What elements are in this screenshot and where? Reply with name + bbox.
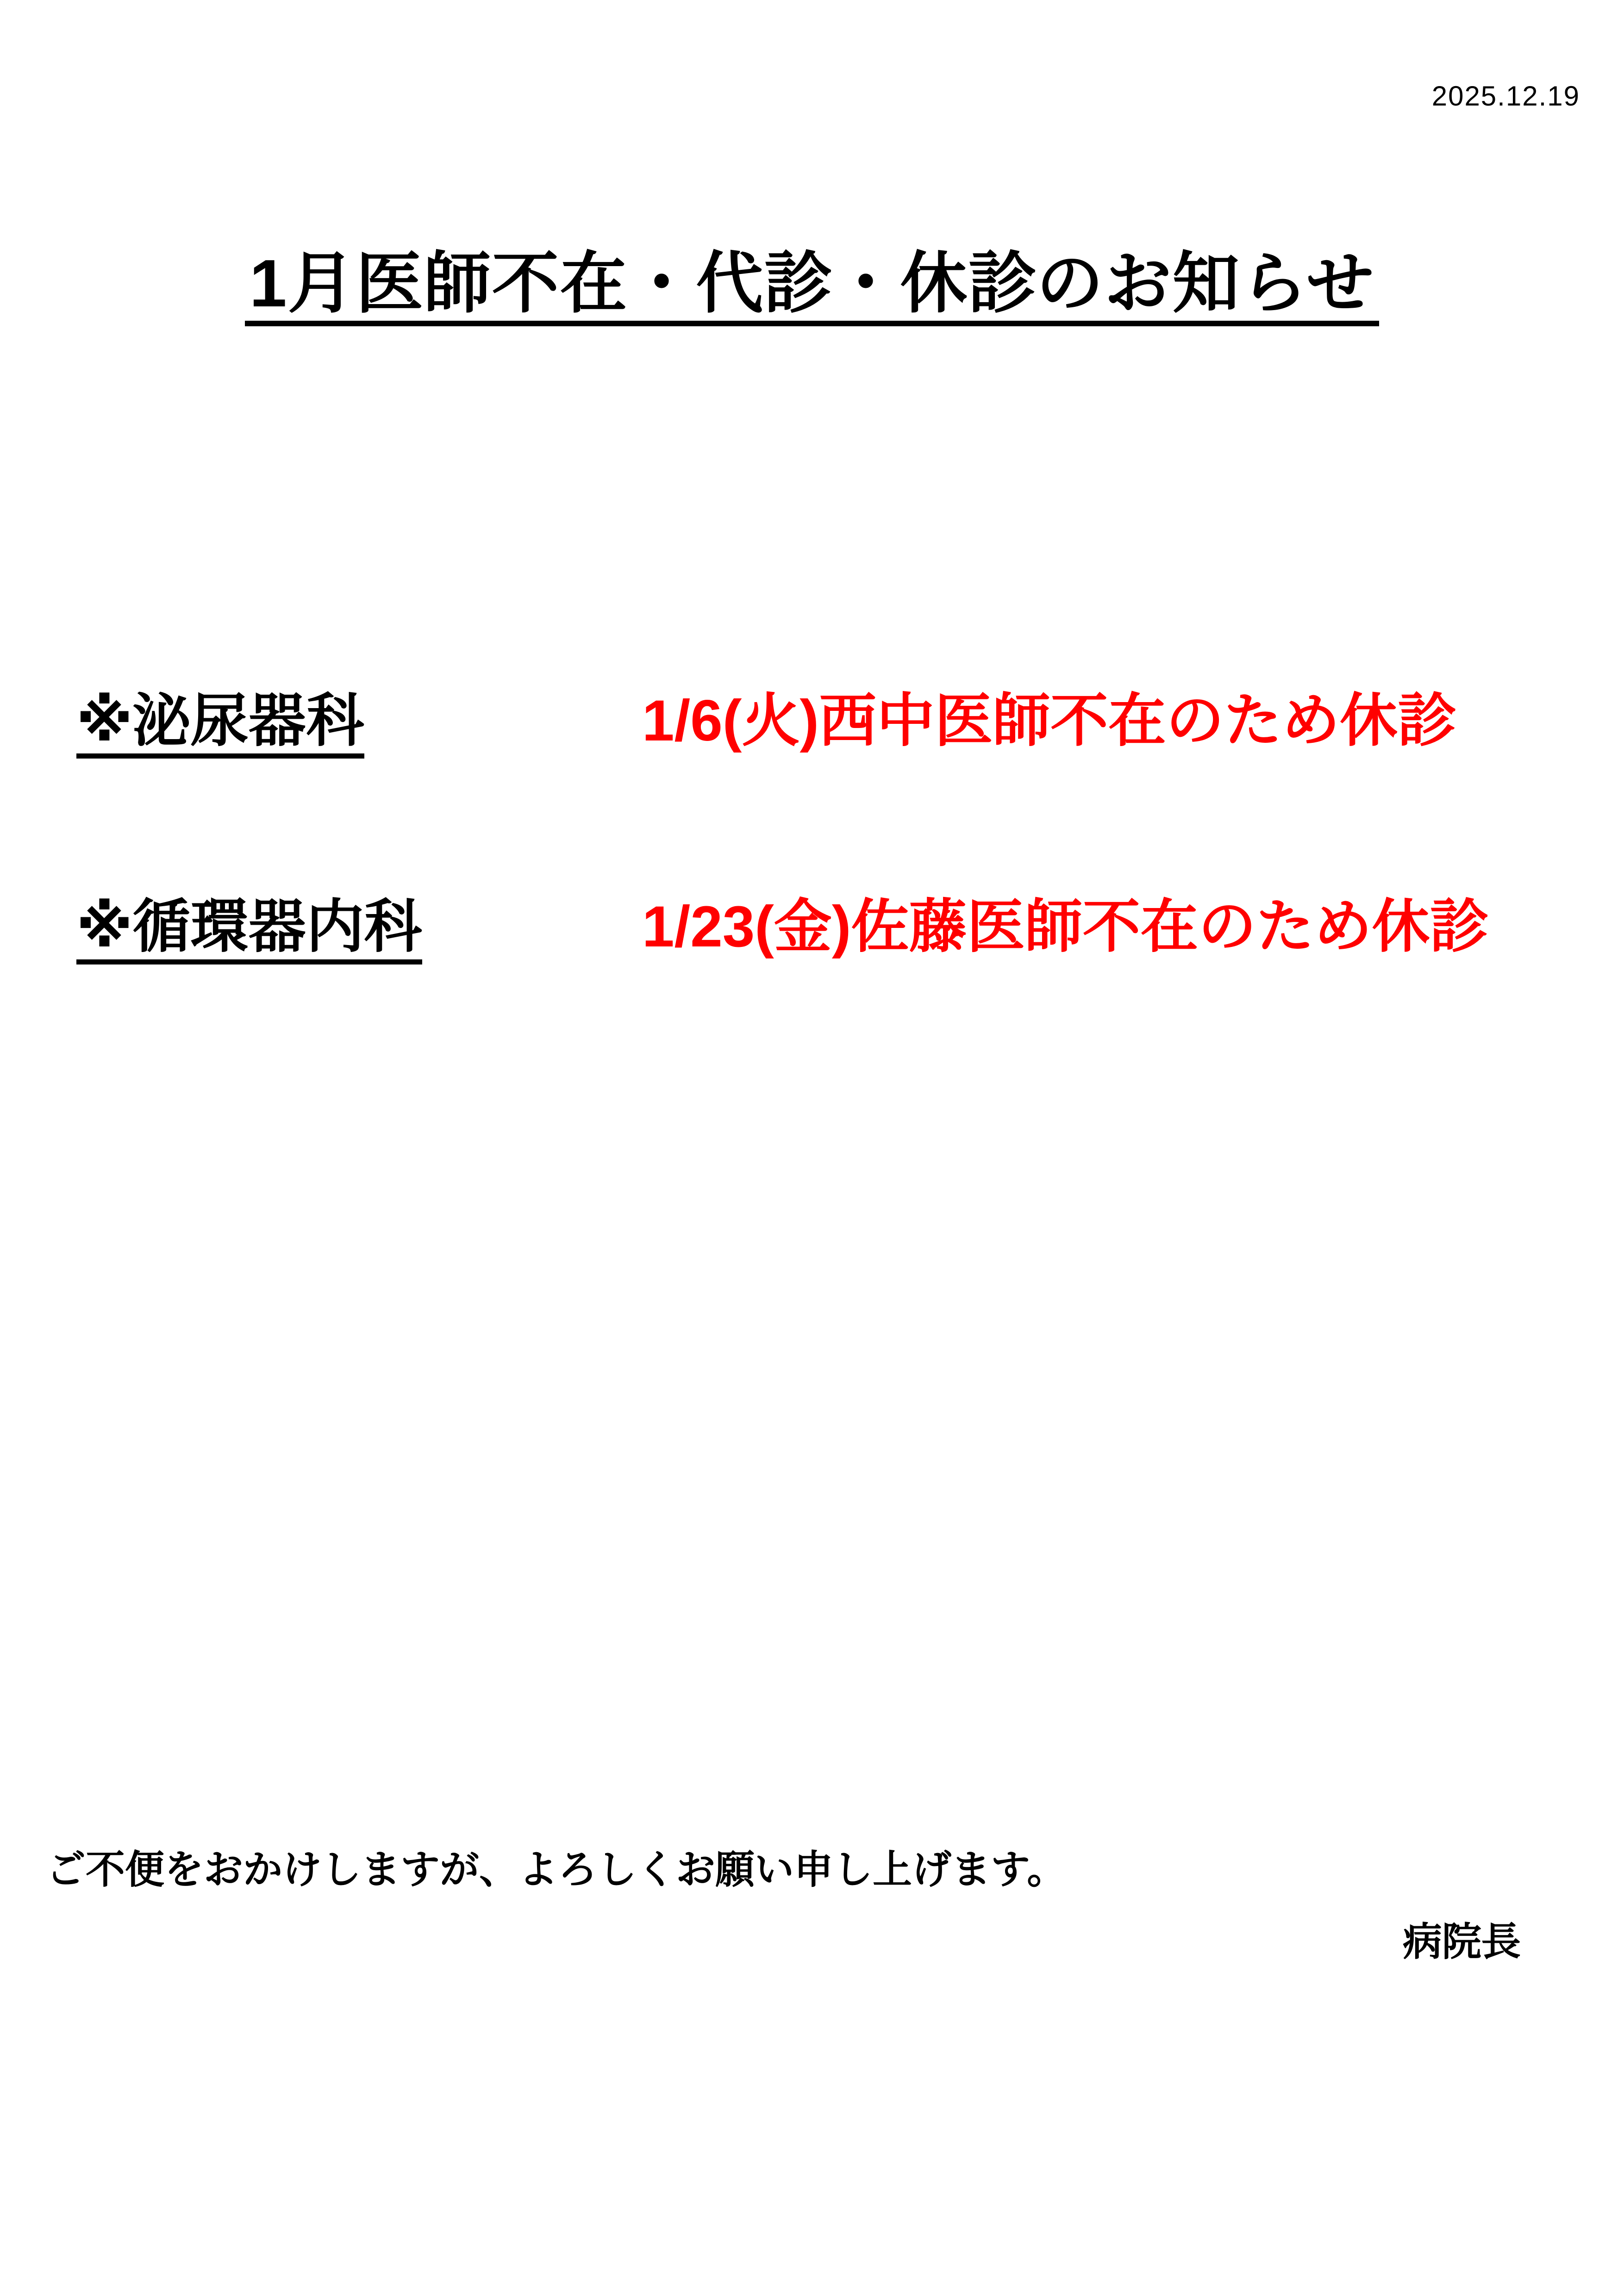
signature-label: 病院長 [1403, 1920, 1521, 1964]
notice-row [0, 895, 1624, 972]
page-title: 1月医師不在・代診・休診のお知らせ [245, 250, 1379, 326]
closing-text: ご不便をおかけしますが、よろしくお願い申し上げます。 [46, 1848, 1067, 1892]
date-label: 2025.12.19 [1431, 81, 1580, 112]
notice-detail: 1/6(火)西中医師不在のため休診 [642, 689, 1456, 753]
notice-detail: 1/23(金)佐藤医師不在のため休診 [642, 895, 1488, 959]
title-row [0, 246, 1624, 326]
notice-row [0, 689, 1624, 766]
department-label: ※泌尿器科 [76, 692, 364, 759]
department-label: ※循環器内科 [76, 898, 422, 964]
